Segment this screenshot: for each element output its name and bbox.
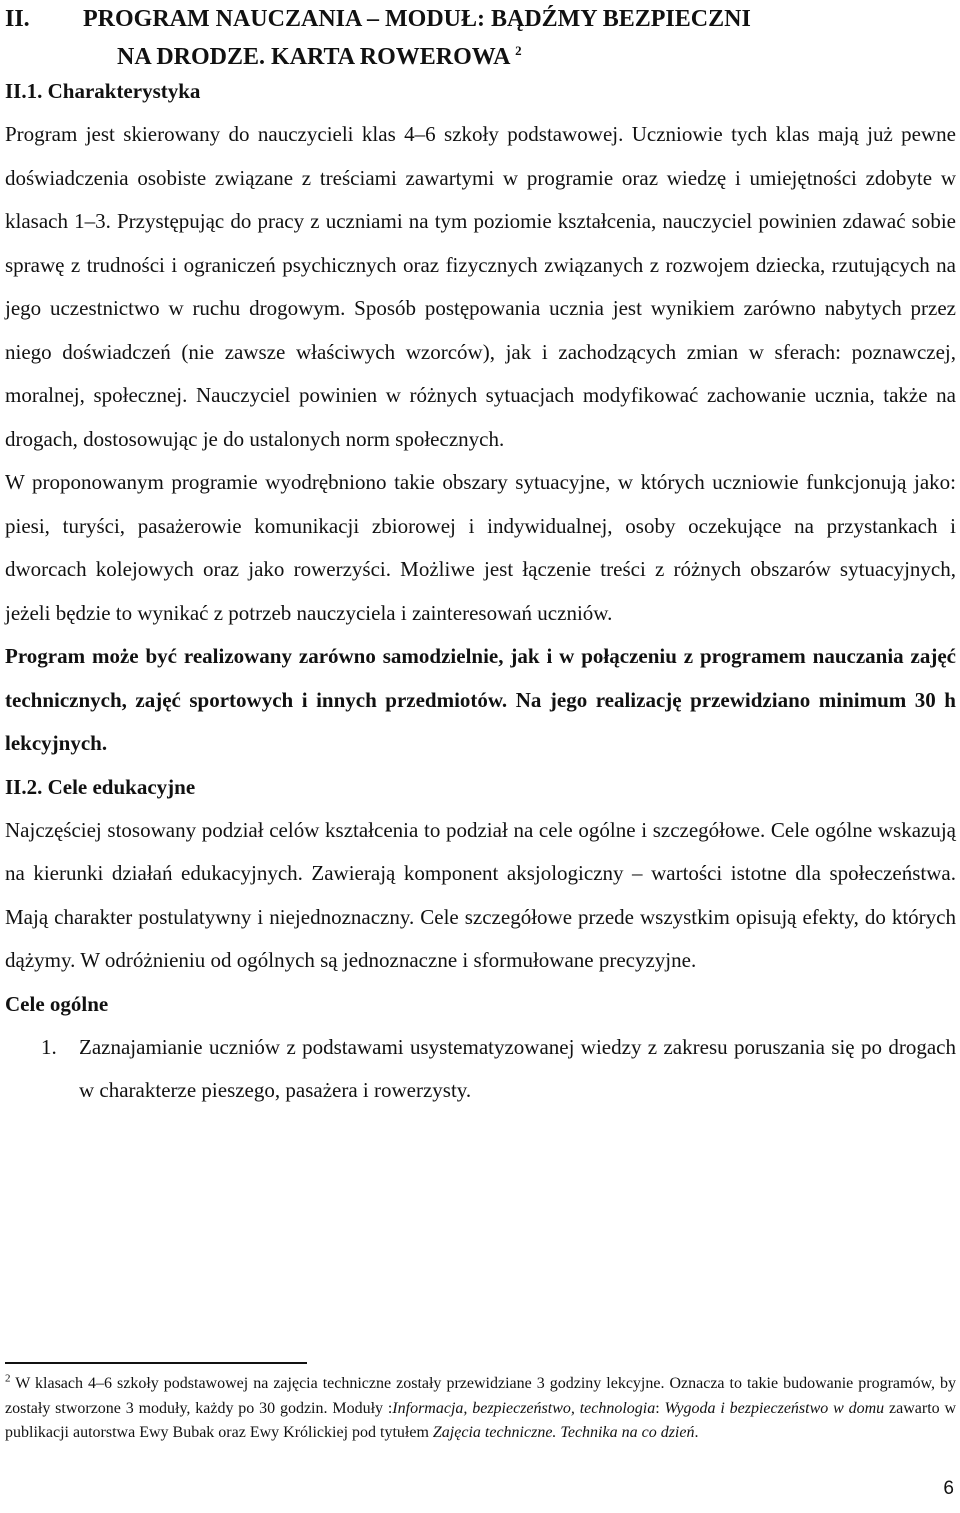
footnote-text-1: W klasach 4–6 szkoły podstawowej na zajęcia techniczne zostały przewidziane 3 godziny lekcyjne. Oznacza to takie budowanie programów, by zostały stworzone 3 moduły, każdy po 30 godzin. Moduły : xyxy=(5,1375,956,1417)
footnote-italic-2: Wygoda i bezpieczeństwo w domu xyxy=(664,1399,885,1417)
list-item-number: 1. xyxy=(41,1034,57,1059)
section-title-cele-edukacyjne: II.2. Cele edukacyjne xyxy=(5,774,196,799)
paragraph-goals-description: Najczęściej stosowany podział celów kształcenia to podział na cele ogólne i szczegółowe. Cele ogólne wskazują na kierunki działań edukacyjnych. Zawierają komponent aksjologiczny – wartości istotne dla społeczeństwa. Mają charakter postulatywny i niejednoznaczny. Cele szczegółowe przede wszystkim opisują efekty, do których dążymy. W odróżnieniu od ogólnych są jednoznaczne i sformułowane precyzyjne. xyxy=(5,817,956,972)
general-goals-list xyxy=(5,1026,956,1113)
chapter-heading xyxy=(5,0,956,76)
list-item-text: Zaznajamianie uczniów z podstawami usystematyzowanej wiedzy z zakresu poruszania się po drogach w charakterze pieszego, pasażera i rowerzysty. xyxy=(79,1034,956,1102)
footnote-italic-1: Informacja, bezpieczeństwo, technologia xyxy=(392,1399,656,1417)
chapter-number: II. xyxy=(5,6,30,32)
section-title-charakterystyka: II.1. Charakterystyka xyxy=(5,79,201,103)
paragraph-program-description: Program jest skierowany do nauczycieli klas 4–6 szkoły podstawowej. Uczniowie tych klas mają już pewne doświadczenia osobiste związane z treściami zawartymi w programie oraz wiedzę i umiejętności zdobyte w klasach 1–3. Przystępując do pracy z uczniami na tym poziomie kształcenia, nauczyciel powinien zdawać sobie sprawę z trudności i ograniczeń psychicznych oraz fizycznych związanych z rozwojem dziecka, rzutujących na jego uczestnictwo w ruchu drogowym. Sposób postępowania ucznia jest wynikiem zarówno nabytych przez niego doświadczeń (nie zawsze właściwych wzorców), jak i zachodzących zmian w sferach: poznawczej, moralnej, społecznej. Nauczyciel powinien w różnych sytuacjach modyfikować zachowanie ucznia, także na drogach, dostosowując je do ustalonych norm społecznych. xyxy=(5,122,956,451)
paragraph-program-realization: Program może być realizowany zarówno samodzielnie, jak i w połączeniu z programem nauczania zajęć technicznych, zajęć sportowych i innych przedmiotów. Na jego realizację przewidziano minimum 30 h lekcyjnych. xyxy=(5,644,956,755)
paragraph-situational-areas: W proponowanym programie wyodrębniono takie obszary sytuacyjne, w których uczniowie funkcjonują jako: piesi, turyści, pasażerowie komunikacji zbiorowej i indywidualnej, osoby oczekujące na przystankach i dworcach kolejowych oraz jako rowerzyści. Możliwe jest łączenie treści z różnych obszarów sytuacyjnych, jeżeli będzie to wynikać z potrzeb nauczyciela i zainteresowań uczniów. xyxy=(5,470,956,625)
subsection-title-cele-ogolne: Cele ogólne xyxy=(5,991,109,1016)
chapter-heading-line1 xyxy=(5,0,956,38)
footnote xyxy=(5,1372,956,1446)
footnote-mark: 2 xyxy=(5,1372,11,1385)
footnote-text-2: : xyxy=(655,1399,665,1417)
chapter-title-line1: PROGRAM NAUCZANIA – MODUŁ: BĄDŹMY BEZPIECZNI xyxy=(83,6,751,32)
footnote-text-4: . xyxy=(694,1424,699,1441)
footnote-italic-3: Zajęcia techniczne. Technika na co dzień xyxy=(432,1424,695,1441)
chapter-title-line2: NA DRODZE. KARTA ROWEROWA xyxy=(117,44,510,70)
page-number: 6 xyxy=(943,1478,954,1499)
list-item xyxy=(5,1026,956,1113)
footnote-reference[interactable]: 2 xyxy=(515,43,522,58)
footnote-text-3: zawarto w publikacji autorstwa Ewy Bubak oraz Ewy Królickiej pod tytułem xyxy=(5,1399,957,1441)
footnote-separator xyxy=(5,1362,307,1364)
